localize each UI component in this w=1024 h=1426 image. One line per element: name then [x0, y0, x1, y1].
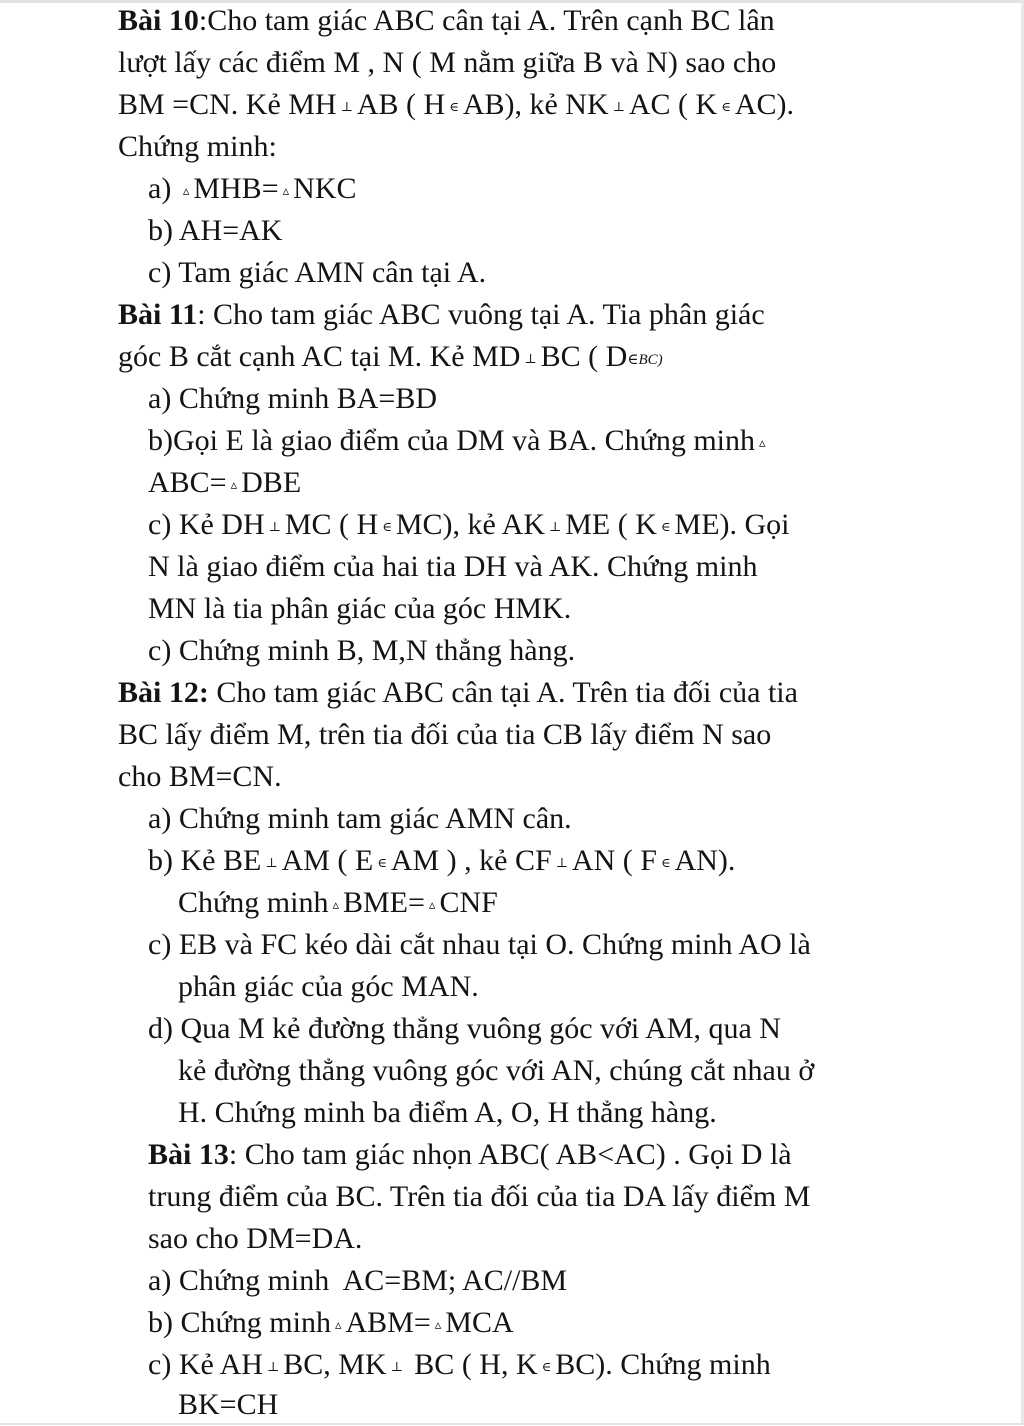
- exercise-12-item-d-cont-2: H. Chứng minh ba điểm A, O, H thẳng hàng.: [178, 1096, 717, 1129]
- perpendicular-symbol: ⊥: [524, 351, 537, 366]
- exercise-12-line-3: cho BM=CN.: [118, 760, 282, 793]
- exercise-12-item-c-cont: phân giác của góc MAN.: [178, 970, 479, 1003]
- exercise-10-line-1: Bài 10:Cho tam giác ABC cân tại A. Trên cạnh BC lân: [118, 4, 775, 37]
- perpendicular-symbol: ⊥: [265, 855, 278, 870]
- exercise-13-item-c-cont: BK=CH: [178, 1388, 279, 1421]
- triangle-symbol: ▵: [428, 897, 436, 912]
- exercise-13-item-b: b) Chứng minh ▵ ABM= ▵ MCA: [148, 1306, 514, 1339]
- exercise-13-item-a: a) Chứng minh AC=BM; AC//BM: [148, 1264, 568, 1297]
- exercise-11-title: Bài 11: [118, 298, 198, 331]
- perpendicular-symbol: ⊥: [340, 99, 353, 114]
- exercise-12-title: Bài 12:: [118, 676, 209, 709]
- exercise-11-item-b: b)Gọi E là giao điểm của DM và BA. Chứng minh ▵: [148, 424, 766, 457]
- perpendicular-symbol: ⊥: [268, 519, 281, 534]
- element-of-symbol: ∈: [660, 855, 671, 870]
- element-of-symbol: ∈: [449, 99, 459, 114]
- exercise-12-item-b: b) Kẻ BE ⊥ AM ( E ∈ AM ) , kẻ CF ⊥ AN ( F ∈ AN).: [148, 844, 736, 877]
- exercise-13-title: Bài 13: [148, 1138, 229, 1171]
- element-of-symbol: ∈: [382, 519, 392, 534]
- exercise-10-line-3: BM =CN. Kẻ MH ⊥ AB ( H ∈ AB), kẻ NK ⊥ AC ( K ∈ AC).: [118, 88, 794, 121]
- triangle-symbol: ▵: [182, 183, 190, 198]
- exercise-10-prove-label: Chứng minh:: [118, 130, 277, 163]
- exercise-10-line-2: lượt lấy các điểm M , N ( M nằm giữa B và N) sao cho: [118, 46, 777, 79]
- exercise-11-item-c-cont-2: MN là tia phân giác của góc HMK.: [148, 592, 572, 625]
- triangle-symbol: ▵: [282, 183, 290, 198]
- exercise-10-title: Bài 10: [118, 4, 199, 37]
- element-of-bc-small: ∈BC): [627, 352, 663, 368]
- exercise-11-line-1: Bài 11: Cho tam giác ABC vuông tại A. Tia phân giác: [118, 298, 765, 331]
- perpendicular-symbol: ⊥: [612, 99, 625, 114]
- exercise-11-item-c: c) Kẻ DH ⊥ MC ( H ∈ MC), kẻ AK ⊥ ME ( K ∈ ME). Gọi: [148, 508, 790, 541]
- triangle-symbol: ▵: [759, 435, 766, 450]
- element-of-symbol: ∈: [541, 1359, 552, 1374]
- exercise-12-line-2: BC lấy điểm M, trên tia đối của tia CB lấy điểm N sao: [118, 718, 772, 751]
- perpendicular-symbol: ⊥: [549, 519, 562, 534]
- exercise-13-line-2: trung điểm của BC. Trên tia đối của tia DA lấy điểm M: [148, 1180, 811, 1213]
- exercise-12-item-d: d) Qua M kẻ đường thẳng vuông góc với AM, qua N: [148, 1012, 781, 1045]
- exercise-13-item-c: c) Kẻ AH ⊥ BC, MK ⊥ BC ( H, K ∈ BC). Chứng minh: [148, 1348, 771, 1381]
- exercise-10-item-c: c) Tam giác AMN cân tại A.: [148, 256, 487, 289]
- perpendicular-symbol: ⊥: [390, 1359, 403, 1374]
- exercise-11-item-c2: c) Chứng minh B, M,N thẳng hàng.: [148, 634, 576, 667]
- element-of-symbol: ∈: [660, 519, 671, 534]
- exercise-11-item-b-cont: ABC= ▵ DBE: [148, 466, 302, 499]
- perpendicular-symbol: ⊥: [555, 855, 568, 870]
- exercise-12-item-d-cont-1: kẻ đường thẳng vuông góc với AN, chúng cắt nhau ở: [178, 1054, 815, 1087]
- exercise-11-item-c-cont-1: N là giao điểm của hai tia DH và AK. Chứng minh: [148, 550, 758, 583]
- exercise-12-item-c: c) EB và FC kéo dài cắt nhau tại O. Chứng minh AO là: [148, 928, 811, 961]
- exercise-12-line-1: Bài 12: Cho tam giác ABC cân tại A. Trên tia đối của tia: [118, 676, 798, 709]
- exercise-13-line-1: Bài 13: Cho tam giác nhọn ABC( AB<AC) . Gọi D là: [148, 1138, 792, 1171]
- triangle-symbol: ▵: [332, 897, 339, 912]
- exercise-10-item-b: b) AH=AK: [148, 214, 283, 247]
- exercise-13-line-3: sao cho DM=DA.: [148, 1222, 363, 1255]
- perpendicular-symbol: ⊥: [266, 1359, 280, 1374]
- exercise-12-item-a: a) Chứng minh tam giác AMN cân.: [148, 802, 572, 835]
- exercise-11-item-a: a) Chứng minh BA=BD: [148, 382, 438, 415]
- element-of-symbol: ∈: [721, 99, 731, 114]
- exercise-11-line-2: góc B cắt cạnh AC tại M. Kẻ MD ⊥ BC ( D∈BC): [118, 340, 663, 373]
- triangle-symbol: ▵: [434, 1317, 442, 1332]
- element-of-symbol: ∈: [377, 855, 387, 870]
- exercise-10-item-a: a) ▵ MHB= ▵ NKC: [148, 172, 357, 205]
- exercise-12-item-b-cont: Chứng minh ▵ BME= ▵ CNF: [178, 886, 498, 919]
- triangle-symbol: ▵: [230, 477, 238, 492]
- triangle-symbol: ▵: [334, 1317, 342, 1332]
